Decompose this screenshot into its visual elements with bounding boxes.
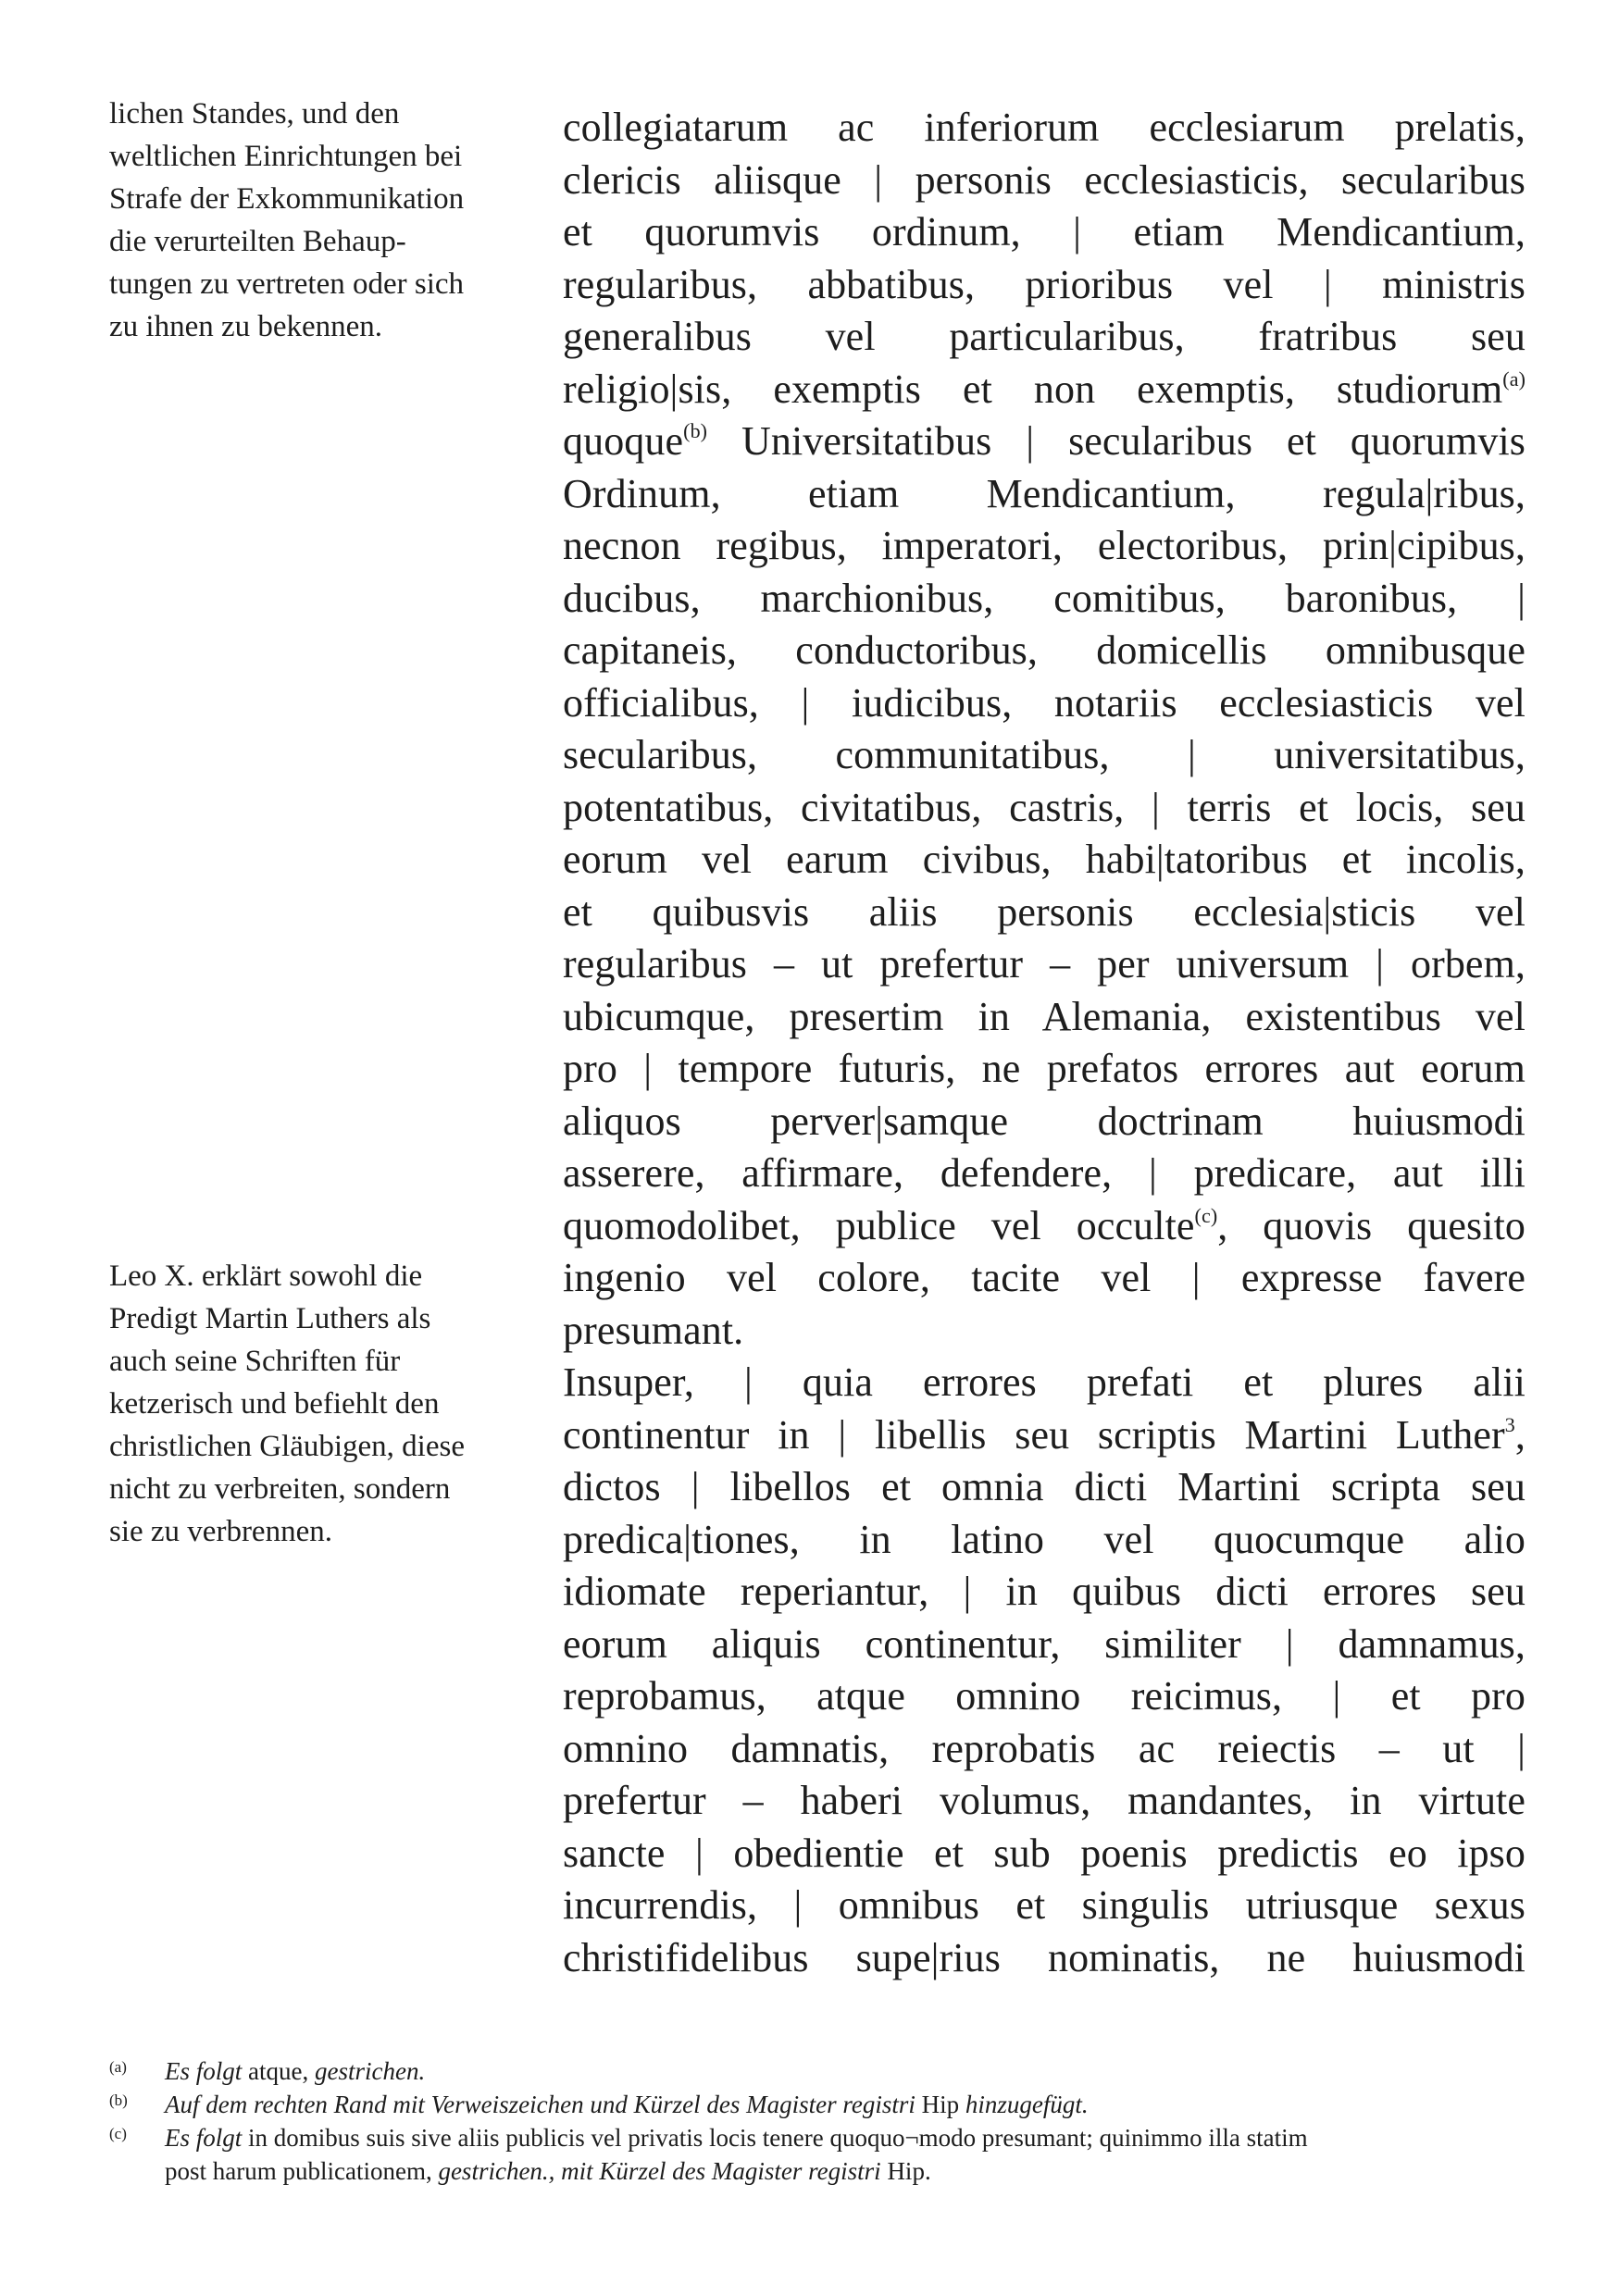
margin-note-line: zu ihnen zu bekennen.: [109, 310, 383, 343]
text-line: omnino damnatis, reprobatis ac reiectis – ut |: [563, 1725, 1526, 1771]
text-line: [563, 1409, 1526, 1462]
footnote-text: Hip: [915, 2091, 965, 2118]
text-fragment: Universitatibus | secularibus et quorumvis: [707, 418, 1526, 464]
text-line: asserere, affirmare, defendere, | predicare, aut illi: [563, 1150, 1526, 1196]
text-fragment: , quovis quesito: [1217, 1202, 1526, 1248]
footnote-ref: (b): [683, 419, 708, 442]
text-fragment: continentur in | libellis seu scriptis Martini Luther: [563, 1411, 1505, 1458]
footnote-text: gestrichen., mit Kürzel des Magister registri: [438, 2157, 881, 2185]
text-line: dictos | libellos et omnia dicti Martini scripta seu: [563, 1464, 1526, 1509]
text-line: reprobamus, atque omnino reicimus, | et pro: [563, 1673, 1526, 1719]
text-line: prefertur – haberi volumus, mandantes, in virtute: [563, 1778, 1526, 1823]
text-line: necnon regibus, imperatori, electoribus, prin|cipibus,: [563, 523, 1526, 568]
margin-note-line: weltlichen Einrichtungen bei: [109, 140, 463, 173]
margin-note-line: sie zu verbrennen.: [109, 1515, 332, 1548]
text-line: generalibus vel particularibus, fratribus seu: [563, 314, 1526, 359]
text-fragment: religio|sis, exemptis et non exemptis, studiorum: [563, 366, 1503, 412]
margin-note: [109, 1255, 517, 1553]
text-fragment: quomodolibet, publice vel occulte: [563, 1202, 1195, 1248]
text-line: secularibus, communitatibus, | universitatibus,: [563, 732, 1526, 777]
margin-note-line: Strafe der Exkommunikation: [109, 182, 465, 216]
footnote-text: Auf dem rechten Rand mit Verweiszeichen und Kürzel des Magister registri: [165, 2091, 915, 2118]
footnote-text: atque,: [242, 2057, 315, 2085]
text-line: ducibus, marchionibus, comitibus, baronibus, |: [563, 575, 1526, 621]
text-line: aliquos perver|samque doctrinam huiusmodi: [563, 1098, 1526, 1144]
main-text: [563, 102, 1526, 1984]
text-line: Ordinum, etiam Mendicantium, regula|ribus,: [563, 470, 1526, 516]
text-line: eorum aliquis continentur, similiter | damnamus,: [563, 1620, 1526, 1667]
footnote-mark: (b): [109, 2091, 128, 2109]
text-line: sancte | obedientie et sub poenis predictis eo ipso: [563, 1830, 1526, 1876]
text-line: ubicumque, presertim in Alemania, existentibus vel: [563, 993, 1526, 1039]
margin-note-line: Predigt Martin Luthers als: [109, 1302, 431, 1335]
footnote-text: post harum publicationem,: [165, 2157, 439, 2185]
margin-note-line: lichen Standes, und den: [109, 97, 400, 130]
footnote-text: Hip.: [880, 2157, 931, 2185]
text-line: et quorumvis ordinum, | etiam Mendicantium,: [563, 209, 1526, 254]
text-line: capitaneis, conductoribus, domicellis omnibusque: [563, 627, 1526, 673]
text-line: potentatibus, civitatibus, castris, | terris et locis, seu: [563, 784, 1526, 830]
text-line: predica|tiones, in latino vel quocumque alio: [563, 1516, 1526, 1562]
footnote-mark: (a): [109, 2058, 127, 2076]
footnote-a: [109, 2054, 1526, 2088]
margin-note-line: auch seine Schriften für: [109, 1345, 401, 1378]
text-line: incurrendis, | omnibus et singulis utriusque sexus: [563, 1882, 1526, 1928]
margin-note-line: tungen zu vertreten oder sich: [109, 267, 465, 301]
text-line: idiomate reperiantur, | in quibus dicti errores seu: [563, 1569, 1526, 1614]
footnote-ref: (c): [1194, 1203, 1218, 1227]
margin-note-line: ketzerisch und befiehlt den: [109, 1387, 440, 1421]
margin-note-line: nicht zu verbreiten, sondern: [109, 1472, 451, 1506]
footnote-b: [109, 2088, 1526, 2121]
footnote-text: in domibus suis sive aliis publicis vel privatis locis tenere quoquo¬modo presumant; quinimmo illa statim: [242, 2124, 1308, 2152]
text-fragment: ,: [1514, 1411, 1526, 1458]
footnote-c: [109, 2121, 1526, 2188]
text-line: eorum vel earum civibus, habi|tatoribus et incolis,: [563, 837, 1526, 882]
text-line: collegiatarum ac inferiorum ecclesiarum prelatis,: [563, 105, 1526, 150]
margin-note: [109, 93, 517, 348]
text-line: Insuper, | quia errores prefati et plures alii: [563, 1359, 1526, 1405]
text-line: presumant.: [563, 1307, 744, 1353]
text-line: [563, 1200, 1526, 1253]
text-line: regularibus, abbatibus, prioribus vel | ministris: [563, 261, 1526, 307]
text-fragment: quoque: [563, 418, 684, 464]
footnote-text: Es folgt: [165, 2057, 243, 2085]
margin-note-line: die verurteilten Behaup-: [109, 225, 406, 258]
margin-note-line: christlichen Gläubigen, diese: [109, 1430, 465, 1463]
margin-note-line: Leo X. erklärt sowohl die: [109, 1260, 423, 1293]
footnote-mark: (c): [109, 2125, 127, 2142]
footnote-text: gestrichen.: [315, 2057, 426, 2085]
text-line: et quibusvis aliis personis ecclesia|sticis vel: [563, 888, 1526, 935]
text-line: [563, 364, 1526, 416]
text-line: ingenio vel colore, tacite vel | expresse favere: [563, 1255, 1526, 1300]
text-line: regularibus – ut prefertur – per universum | orbem,: [563, 941, 1526, 987]
text-line: christifidelibus supe|rius nominatis, ne huiusmodi: [563, 1934, 1526, 1980]
footnotes: [109, 2054, 1526, 2188]
footnote-ref: 3: [1504, 1412, 1515, 1436]
text-line: [563, 416, 1526, 468]
text-line: officialibus, | iudicibus, notariis ecclesiasticis vel: [563, 679, 1526, 726]
text-line: pro | tempore futuris, ne prefatos errores aut eorum: [563, 1046, 1526, 1091]
footnote-ref: (a): [1502, 366, 1526, 391]
footnote-text: hinzugefügt.: [965, 2091, 1089, 2118]
footnote-text: Es folgt: [165, 2124, 243, 2152]
text-line: clericis aliisque | personis ecclesiasticis, secularibus: [563, 156, 1526, 203]
